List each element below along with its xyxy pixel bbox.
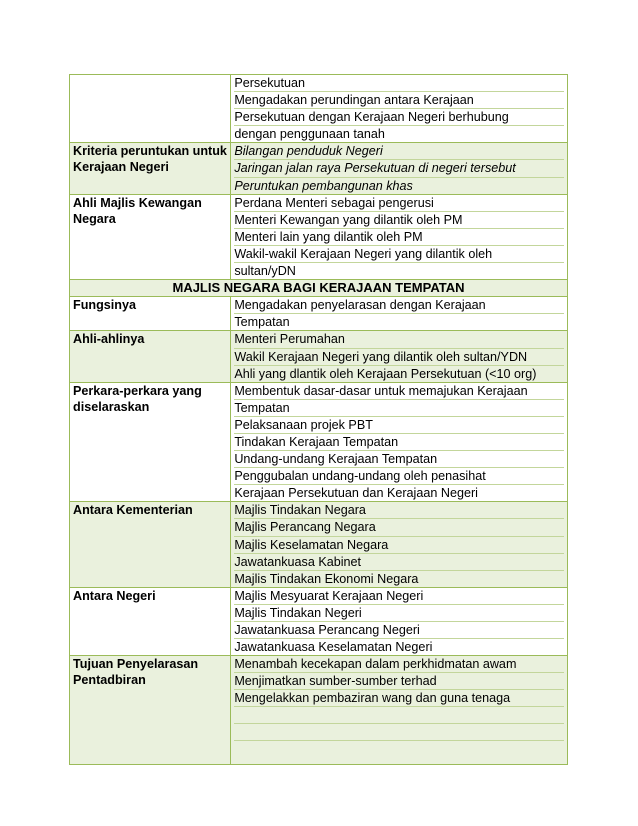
row-label: Kriteria peruntukan untuk Kerajaan Negeri (70, 143, 231, 194)
row-label: Perkara-perkara yang diselaraskan (70, 382, 231, 502)
row-content (231, 194, 568, 279)
row-item: Menambah kecekapan dalam perkhidmatan awam (234, 656, 564, 673)
document-table (69, 74, 568, 765)
table-row (70, 331, 568, 382)
row-item: Menteri lain yang dilantik oleh PM (234, 229, 564, 246)
row-item: Ahli yang dlantik oleh Kerajaan Persekutuan (<10 org) (234, 366, 537, 381)
row-label: Antara Negeri (70, 587, 231, 655)
row-item: Undang-undang Kerajaan Tempatan (234, 451, 564, 468)
row-item: Majlis Tindakan Negeri (234, 605, 564, 622)
row-content (231, 75, 568, 143)
section-heading: MAJLIS NEGARA BAGI KERAJAAN TEMPATAN (70, 280, 568, 297)
blank-line (234, 707, 564, 724)
row-item: Majlis Mesyuarat Kerajaan Negeri (234, 588, 564, 605)
row-label: Ahli Majlis Kewangan Negara (70, 194, 231, 279)
row-item: Jawatankuasa Perancang Negeri (234, 622, 564, 639)
row-item: Pelaksanaan projek PBT (234, 417, 564, 434)
table-row (70, 75, 568, 143)
row-content (231, 382, 568, 502)
row-label: Ahli-ahlinya (70, 331, 231, 382)
row-item: Majlis Keselamatan Negara (234, 537, 564, 554)
table-row (70, 656, 568, 765)
row-label: Tujuan Penyelarasan Pentadbiran (70, 656, 231, 765)
row-item: Mengadakan penyelarasan dengan Kerajaan (234, 297, 564, 314)
table-row (70, 502, 568, 587)
table-row (70, 587, 568, 655)
row-item: Persekutuan (234, 75, 564, 92)
row-item: Wakil-wakil Kerajaan Negeri yang dilantik oleh (234, 246, 564, 263)
row-label (70, 75, 231, 143)
table-row (70, 382, 568, 502)
row-item: Peruntukan pembangunan khas (234, 178, 413, 193)
row-item: Tempatan (234, 315, 290, 330)
row-item: Wakil Kerajaan Negeri yang dilantik oleh sultan/YDN (234, 349, 564, 366)
row-item: Membentuk dasar-dasar untuk memajukan Kerajaan (234, 383, 564, 400)
row-item: Perdana Menteri sebagai pengerusi (234, 195, 564, 212)
row-item: Tempatan (234, 400, 564, 417)
section-heading-row (70, 280, 568, 297)
row-item: Tindakan Kerajaan Tempatan (234, 434, 564, 451)
row-label: Antara Kementerian (70, 502, 231, 587)
row-content (231, 331, 568, 382)
row-item: Jawatankuasa Keselamatan Negeri (234, 640, 433, 655)
row-item: Majlis Tindakan Ekonomi Negara (234, 571, 419, 586)
row-item: Majlis Perancang Negara (234, 519, 564, 536)
row-item: Majlis Tindakan Negara (234, 502, 564, 519)
row-item: Menteri Perumahan (234, 331, 564, 348)
row-item: dengan penggunaan tanah (234, 127, 385, 142)
row-item: Mengelakkan pembaziran wang dan guna tenaga (234, 690, 564, 707)
row-content (231, 587, 568, 655)
row-item: Mengadakan perundingan antara Kerajaan (234, 92, 564, 109)
row-item: Jaringan jalan raya Persekutuan di negeri tersebut (234, 160, 564, 177)
row-item: Penggubalan undang-undang oleh penasihat (234, 468, 564, 485)
row-label: Fungsinya (70, 297, 231, 331)
blank-line (234, 724, 564, 741)
row-item: Menteri Kewangan yang dilantik oleh PM (234, 212, 564, 229)
row-content (231, 656, 568, 765)
row-content (231, 297, 568, 331)
row-item: Persekutuan dengan Kerajaan Negeri berhubung (234, 109, 564, 126)
row-item: Bilangan penduduk Negeri (234, 143, 564, 160)
row-item: sultan/yDN (234, 264, 296, 279)
row-item: Kerajaan Persekutuan dan Kerajaan Negeri (234, 486, 478, 501)
table-row (70, 143, 568, 194)
row-item: Jawatankuasa Kabinet (234, 554, 564, 571)
row-content (231, 143, 568, 194)
table-row (70, 194, 568, 279)
blank-line (234, 741, 564, 757)
row-item: Menjimatkan sumber-sumber terhad (234, 673, 564, 690)
table-row (70, 297, 568, 331)
row-content (231, 502, 568, 587)
